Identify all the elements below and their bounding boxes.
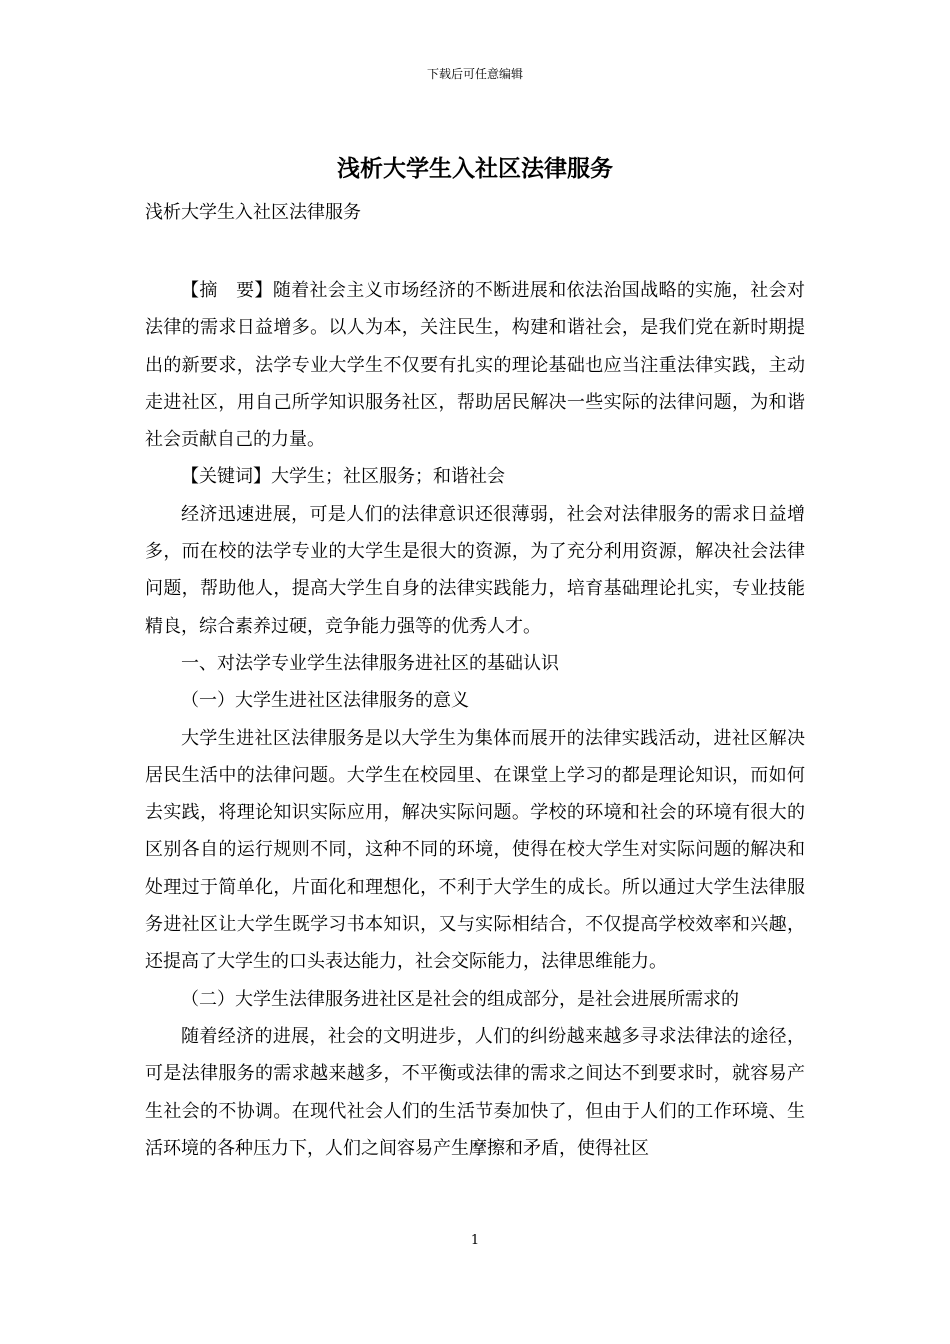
subsection-heading-1: （一）大学生进社区法律服务的意义 (181, 690, 469, 712)
subsection-heading-2: （二）大学生法律服务进社区是社会的组成部分，是社会进展所需求的 (181, 988, 739, 1010)
section-heading-1: 一、对法学专业学生法律服务进社区的基础认识 (181, 652, 559, 674)
document-title: 浅析大学生入社区法律服务 (337, 155, 613, 182)
keywords-paragraph: 【关键词】大学生；社区服务；和谐社会 (181, 466, 505, 488)
page-number: 1 (470, 1233, 480, 1248)
page-header-note: 下载后可任意编辑 (426, 67, 523, 81)
document-body (145, 272, 805, 1167)
document-subtitle: 浅析大学生入社区法律服务 (145, 202, 361, 223)
abstract-paragraph: 【摘 要】随着社会主义市场经济的不断进展和依法治国战略的实施，社会对法律的需求日益增多。以人为本，关注民生，构建和谐社会，是我们党在新时期提出的新要求，法学专业大学生不仅要有扎实的理论基础也应当注重法律实践，主动走进社区，用自己所学知识服务社区，帮助居民解决一些实际的法律问题，为和谐社会贡献自己的力量。 (145, 280, 805, 451)
body-paragraph: 大学生进社区法律服务是以大学生为集体而展开的法律实践活动，进社区解决居民生活中的法律问题。大学生在校园里、在课堂上学习的都是理论知识，而如何去实践，将理论知识实际应用，解决实际问题。学校的环境和社会的环境有很大的区别各自的运行规则不同，这种不同的环境，使得在校大学生对实际问题的解决和处理过于简单化，片面化和理想化，不利于大学生的成长。所以通过大学生法律服务进社区让大学生既学习书本知识，又与实际相结合，不仅提高学校效率和兴趣，还提高了大学生的口头表达能力，社会交际能力，法律思维能力。 (145, 727, 805, 973)
body-paragraph: 随着经济的进展，社会的文明进步，人们的纠纷越来越多寻求法律法的途径，可是法律服务的需求越来越多，不平衡或法律的需求之间达不到要求时，就容易产生社会的不协调。在现代社会人们的生活节奏加快了，但由于人们的工作环境、生活环境的各种压力下，人们之间容易产生摩擦和矛盾，使得社区 (145, 1025, 805, 1159)
intro-paragraph: 经济迅速进展，可是人们的法律意识还很薄弱，社会对法律服务的需求日益增多，而在校的法学专业的大学生是很大的资源，为了充分利用资源，解决社会法律问题，帮助他人，提高大学生自身的法律实践能力，培育基础理论扎实，专业技能精良，综合素养过硬，竞争能力强等的优秀人才。 (145, 503, 805, 637)
